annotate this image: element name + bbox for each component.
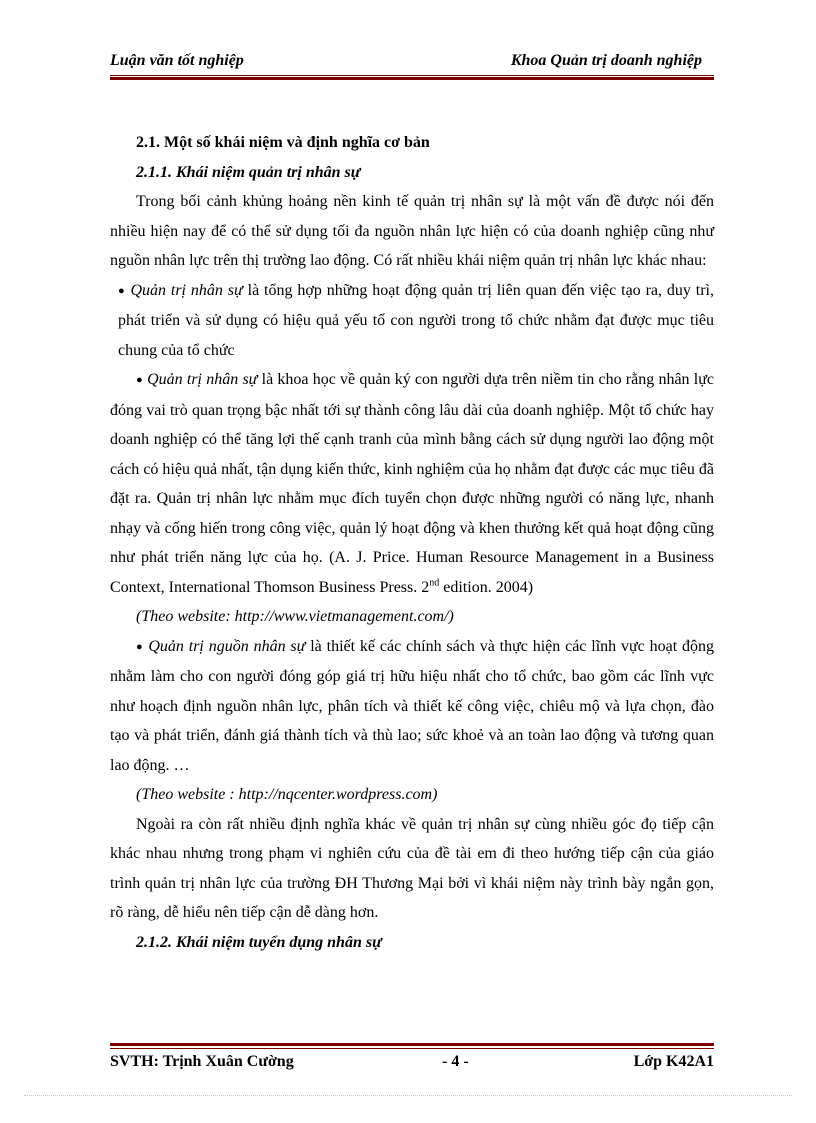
page-number: - 4 -: [442, 1053, 469, 1070]
bullet-icon: ●: [136, 640, 144, 653]
header-rule-thick: [110, 77, 714, 80]
closing-paragraph: Ngoài ra còn rất nhiều định nghĩa khác về quản trị nhân sự cùng nhiều góc đọ tiếp cận khác nhau nhưng trong phạm vi nghiên cứu của đề tài em đi theo hướng tiếp cận của giáo trình quản trị nhân lực của trường ĐH Thương Mại bởi vì khái niệm này trình bày ngắn gọn, rõ ràng, dễ hiểu nên tiếp cận dễ dàng hơn.: [110, 815, 714, 921]
subsection-heading-2: 2.1.2. Khái niệm tuyển dụng nhân sự: [136, 933, 382, 951]
source-citation-2: (Theo website : http://nqcenter.wordpress.com): [136, 786, 438, 803]
section-heading: 2.1. Một số khái niệm và định nghĩa cơ bản: [136, 134, 430, 151]
page-edge-dotted-line: [24, 1095, 792, 1096]
footer-student-label: SVTH: Trịnh Xuân Cường: [110, 1053, 294, 1070]
ordinal-superscript: nd: [429, 577, 440, 589]
bullet-item-3: [110, 632, 714, 781]
footer-rule-thin: [110, 1048, 714, 1049]
page-body: [110, 128, 714, 957]
bullet-term: Quản trị nhân sự: [147, 371, 258, 388]
header-rule-thin: [110, 75, 714, 76]
header-faculty-label: Khoa Quản trị doanh nghiệp: [510, 52, 702, 69]
source-citation-1: (Theo website: http://www.vietmanagement.com/): [136, 608, 454, 625]
bullet-term: Quản trị nguồn nhân sự: [148, 637, 306, 655]
bullet-icon: ●: [118, 284, 126, 297]
intro-paragraph: Trong bối cảnh khủng hoảng nền kinh tế quản trị nhân sự là một vấn đề được nói đến nhiều hiện nay để có thể sử dụng tối đa nguồn nhân lực hiện có của doanh nghiệp cũng như nguồn nhân lực trên thị trường lao động. Có rất nhiều khái niệm quản trị nhân lực khác nhau:: [110, 193, 714, 269]
page-header: [110, 50, 712, 74]
bullet-text: là khoa học về quản ký con người dựa trên niềm tin cho rằng nhân lực đóng vai trò quan trọng bậc nhất tới sự thành công lâu dài của doanh nghiệp. Một tổ chức hay doanh nghiệp có thể tăng lợi thế cạnh tranh của mình bằng cách sử dụng người lao động một cách có hiệu quả nhất, tận dụng kiến thức, kinh nghiệm của họ nhằm đạt được các mục tiêu đã đặt ra. Quản trị nhân lực nhằm mục đích tuyển chọn được những người có năng lực, nhanh nhạy và cống hiến trong công việc, quản lý hoạt động và khen thưởng kết quả hoạt động cũng như phát triển năng lực của họ. (A. J. Price. Human Resource Management in a Business Context, International Thomson Business Press. 2: [110, 371, 715, 596]
bullet-item-2: [110, 365, 714, 602]
bullet-item-1: [110, 276, 714, 366]
header-thesis-label: Luận văn tốt nghiệp: [110, 52, 244, 69]
subsection-heading-1: 2.1.1. Khái niệm quản trị nhân sự: [136, 163, 361, 181]
footer-class-label: Lớp K42A1: [633, 1053, 714, 1070]
bullet-icon: ●: [136, 374, 143, 386]
page-footer: [110, 1053, 714, 1077]
bullet-term: Quản trị nhân sự: [130, 281, 243, 299]
footer-rule-thick: [110, 1043, 714, 1046]
bullet-text: là thiết kế các chính sách và thực hiện các lĩnh vực hoạt động nhằm làm cho con người đóng góp giá trị hữu hiệu nhất cho tổ chức, bao gồm các lĩnh vực như hoạch định nguồn nhân lực, phân tích và thiết kế công việc, chiêu mộ và lựa chọn, đào tạo và phát triển, đánh giá thành tích và thù lao; sức khoẻ và an toàn lao động và tương quan lao động. …: [110, 637, 715, 774]
bullet-text-tail: edition. 2004): [439, 578, 534, 596]
bullet-text: là tổng hợp những hoạt động quản trị liên quan đến việc tạo ra, duy trì, phát triển và sử dụng có hiệu quả yếu tố con người trong tổ chức nhằm đạt được mục tiêu chung của tổ chức: [118, 281, 715, 359]
